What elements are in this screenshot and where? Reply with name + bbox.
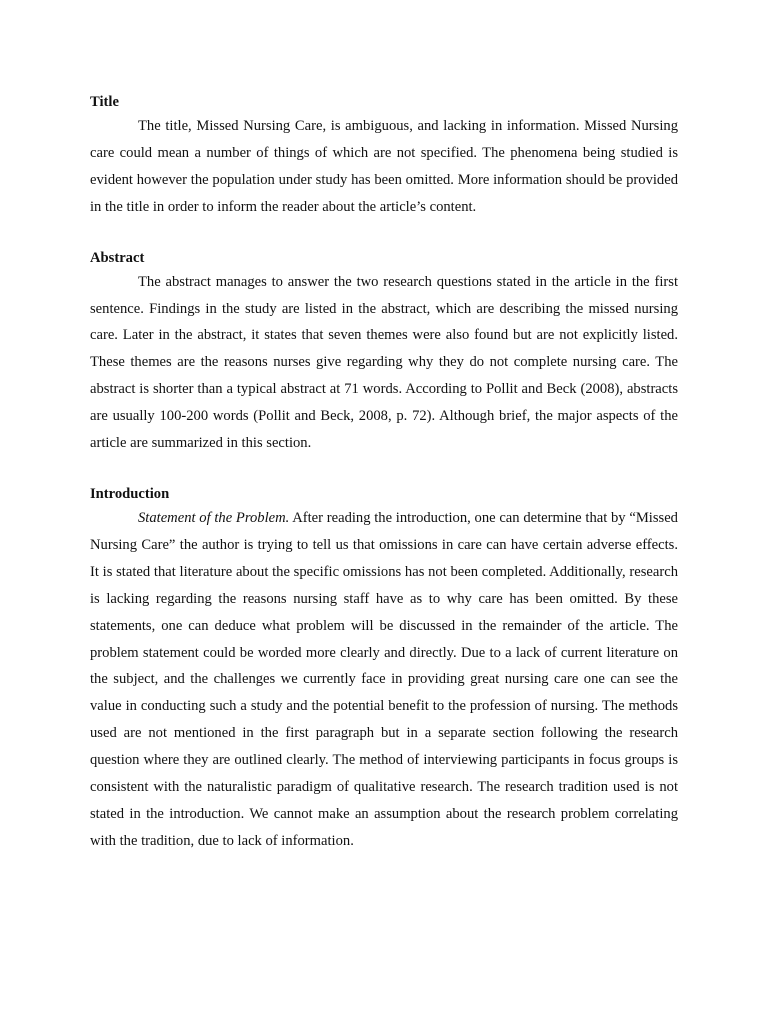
section-heading-abstract: Abstract bbox=[90, 249, 145, 266]
section-title bbox=[90, 91, 678, 221]
subheading-statement-of-problem: Statement of the Problem. bbox=[138, 509, 290, 526]
section-body-introduction bbox=[90, 505, 678, 855]
section-introduction bbox=[90, 483, 678, 855]
section-body-abstract: The abstract manages to answer the two research questions stated in the article in the first sentence. Findings in the study are listed in the abstract, which are describing the missed nursing care. Later in the abstract, it states that seven themes were also found but are not explicitly listed. These themes are the reasons nurses give regarding why they do not complete nursing care. The abstract is shorter than a typical abstract at 71 words. According to Pollit and Beck (2008), abstracts are usually 100-200 words (Pollit and Beck, 2008, p. 72). Although brief, the major aspects of the article are summarized in this section. bbox=[90, 273, 678, 452]
section-body-title: The title, Missed Nursing Care, is ambiguous, and lacking in information. Missed Nursing care could mean a number of things of which are not specified. The phenomena being studied is evident however the population under study has been omitted. More information should be provided in the title in order to inform the reader about the article’s content. bbox=[90, 118, 678, 215]
section-abstract bbox=[90, 247, 678, 457]
section-gap bbox=[90, 221, 678, 247]
section-heading-title: Title bbox=[90, 94, 119, 110]
introduction-text: After reading the introduction, one can determine that by “Missed Nursing Care” the author is trying to tell us that omissions in care can have certain adverse effects. It is stated that literature about the specific omissions has not been completed. Additionally, research is lacking regarding the reasons nursing staff have as to why care has been omitted. By these statements, one can deduce what problem will be discussed in the remainder of the article. The problem statement could be worded more clearly and directly. Due to a lack of current literature on the subject, and the challenges we currently face in providing great nursing care one can see the value in conducting such a study and the potential benefit to the profession of nursing. The methods used are not mentioned in the first paragraph but in a separate section following the research question where they are outlined clearly. The method of interviewing participants in focus groups is consistent with the naturalistic paradigm of qualitative research. The research tradition used is not stated in the introduction. We cannot make an assumption about the research problem correlating with the tradition, due to lack of information. bbox=[90, 509, 678, 849]
section-heading-introduction: Introduction bbox=[90, 485, 170, 502]
section-gap bbox=[90, 457, 678, 483]
